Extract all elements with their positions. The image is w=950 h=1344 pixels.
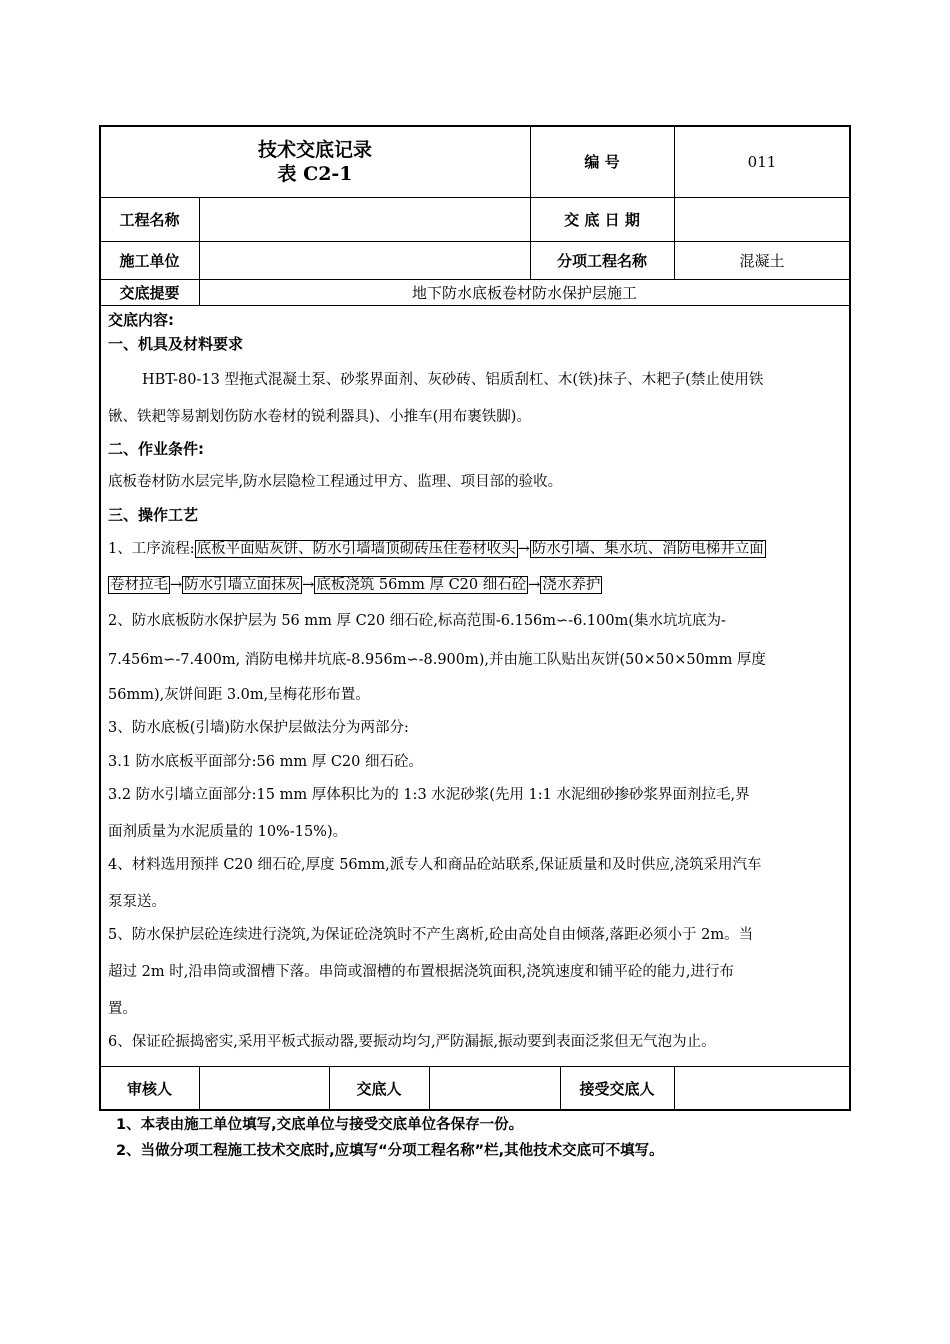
para-2-line-3: 56mm),灰饼间距 3.0m,呈梅花形布置。 bbox=[108, 687, 370, 703]
para-2-line-2: 7.456m∽-7.400m, 消防电梯井坑底-8.956m∽-8.900m),并由施工队贴出灰饼(50×50×50mm 厚度 bbox=[108, 652, 766, 668]
project-name-label: 工程名称 bbox=[119, 210, 180, 229]
para-3-1: 3.1 防水底板平面部分:56 mm 厚 C20 细石砼。 bbox=[108, 754, 423, 770]
para-5-line-3: 置。 bbox=[108, 1001, 137, 1017]
receiver-label: 接受交底人 bbox=[579, 1079, 655, 1098]
section-2-line-1: 底板卷材防水层完毕,防水层隐检工程通过甲方、监理、项目部的验收。 bbox=[108, 474, 563, 490]
process-flow-line-1 bbox=[108, 537, 766, 558]
flow-step-4: 底板浇筑 56mm 厚 C20 细石砼 bbox=[316, 577, 527, 593]
summary-field[interactable]: 地下防水底板卷材防水保护层施工 bbox=[411, 283, 637, 302]
summary-label: 交底提要 bbox=[119, 283, 180, 302]
note-1: 1、本表由施工单位填写,交底单位与接受交底单位各保存一份。 bbox=[116, 1117, 524, 1133]
flow-step-3: 防水引墙立面抹灰 bbox=[184, 577, 301, 593]
receiver-field[interactable] bbox=[674, 1066, 850, 1110]
section-1-line-2: 锹、铁耙等易割划伤防水卷材的锐利器具)、小推车(用布裹铁脚)。 bbox=[108, 409, 531, 425]
title-line-1: 技术交底记录 bbox=[257, 138, 372, 161]
section-1-title: 一、机具及材料要求 bbox=[108, 335, 244, 353]
date-field[interactable] bbox=[674, 197, 850, 241]
para-3-2-line-2: 面剂质量为水泥质量的 10%-15%)。 bbox=[108, 824, 348, 840]
flow-step-2b: 卷材拉毛 bbox=[110, 577, 168, 593]
flow-arrow: → bbox=[517, 541, 530, 557]
flow-arrow: → bbox=[302, 577, 315, 593]
form-title bbox=[100, 126, 530, 197]
sub-project-label: 分项工程名称 bbox=[556, 251, 647, 270]
para-2-line-1: 2、防水底板防水保护层为 56 mm 厚 C20 细石砼,标高范围-6.156m∽-6.100m(集水坑坑底为- bbox=[108, 613, 726, 629]
discloser-field[interactable] bbox=[429, 1066, 560, 1110]
number-value: 011 bbox=[747, 152, 777, 171]
para-5-line-1: 5、防水保护层砼连续进行浇筑,为保证砼浇筑时不产生离析,砼由高处自由倾落,落距必须小于 2m。当 bbox=[108, 927, 754, 943]
section-2-title: 二、作业条件: bbox=[108, 440, 204, 458]
para-3: 3、防水底板(引墙)防水保护层做法分为两部分: bbox=[108, 720, 409, 736]
flow-step-2a: 防水引墙、集水坑、消防电梯井立面 bbox=[531, 541, 764, 557]
para-4-line-2: 泵泵送。 bbox=[108, 894, 166, 910]
flow-step-5: 浇水养护 bbox=[542, 577, 601, 593]
discloser-label: 交底人 bbox=[356, 1079, 402, 1098]
reviewer-field[interactable] bbox=[199, 1066, 329, 1110]
date-label: 交 底 日 期 bbox=[564, 210, 640, 229]
content-heading: 交底内容: bbox=[108, 311, 174, 329]
para-4-line-1: 4、材料选用预拌 C20 细石砼,厚度 56mm,派专人和商品砼站联系,保证质量和及时供应,浇筑采用汽车 bbox=[108, 857, 762, 873]
flow-step-1: 底板平面贴灰饼、防水引墙墙顶砌砖压住卷材收头 bbox=[196, 541, 516, 557]
number-label: 编 号 bbox=[584, 153, 620, 171]
note-2: 2、当做分项工程施工技术交底时,应填写“分项工程名称”栏,其他技术交底可不填写。 bbox=[116, 1143, 664, 1159]
title-line-2: 表 C2-1 bbox=[277, 162, 353, 185]
reviewer-label: 审核人 bbox=[126, 1079, 172, 1098]
para-6: 6、保证砼振捣密实,采用平板式振动器,要振动均匀,严防漏振,振动要到表面泛浆但无气泡为止。 bbox=[108, 1034, 716, 1050]
para-3-2-line-1: 3.2 防水引墙立面部分:15 mm 厚体积比为的 1:3 水泥砂浆(先用 1:1 水泥细砂掺砂浆界面剂拉毛,界 bbox=[108, 787, 750, 803]
row-divider bbox=[100, 305, 850, 306]
flow-arrow: → bbox=[528, 577, 541, 593]
unit-field[interactable] bbox=[199, 241, 530, 279]
flow-arrow: → bbox=[170, 577, 183, 593]
sub-project-field[interactable]: 混凝土 bbox=[739, 251, 785, 270]
flow-prefix: 1、工序流程: bbox=[108, 541, 195, 557]
para-5-line-2: 超过 2m 时,沿串筒或溜槽下落。串筒或溜槽的布置根据浇筑面积,浇筑速度和铺平砼的能力,进行布 bbox=[108, 964, 735, 980]
project-name-field[interactable] bbox=[199, 197, 530, 241]
process-flow-line-2 bbox=[108, 573, 602, 594]
unit-label: 施工单位 bbox=[119, 251, 180, 270]
section-1-line-1: HBT-80-13 型拖式混凝土泵、砂浆界面剂、灰砂砖、铝质刮杠、木(铁)抹子、木耙子(禁止使用铁 bbox=[142, 372, 764, 388]
section-3-title: 三、操作工艺 bbox=[108, 506, 199, 524]
